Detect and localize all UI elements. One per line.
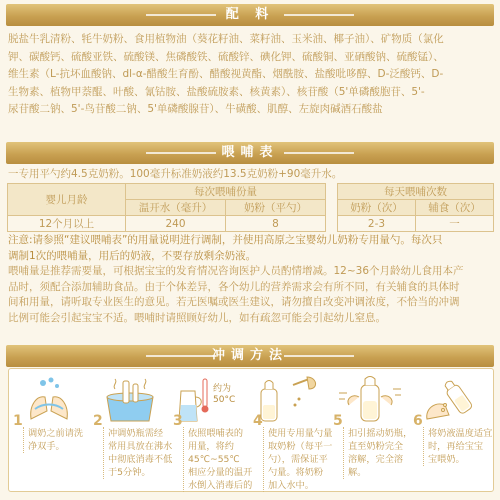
- ingredients-line: 钾、碳酸钙、硫酸亚铁、硫酸镁、焦磷酸铁、硫酸锌、碘化钾、硫酸铜、亚硒酸钠、硫酸锰）、: [8, 50, 444, 63]
- water-header: 温开水（毫升）: [126, 200, 226, 216]
- feeding-table: [7, 183, 494, 232]
- notice-line: 间和用量，请听取专业医生的意见。若无医嘱或医生建议，请勿擅自改变冲调浓度，不恰当的冲调: [8, 296, 460, 309]
- banner-ornament-right: [284, 152, 354, 154]
- feeding-notice: [8, 233, 494, 327]
- steps-banner: [6, 345, 494, 367]
- scoops-header: 奶粉（平勺）: [226, 200, 326, 216]
- step-2: [91, 373, 173, 489]
- hand-washing-icon: [13, 375, 87, 425]
- milk-cell: 2-3: [338, 216, 416, 232]
- step-text: [263, 427, 333, 492]
- feeding-title: 喂哺表: [221, 145, 279, 160]
- step-number: 4: [253, 413, 263, 429]
- amount-header: 每次喂哺份量: [126, 184, 326, 200]
- banner-ornament-left: [146, 152, 216, 154]
- step-text-line: 时，再给宝宝: [428, 441, 484, 452]
- step-text-line: 扣引摇动奶瓶，: [348, 428, 413, 439]
- steps-title: 冲调方法: [211, 348, 288, 363]
- preparation-steps: [8, 368, 494, 492]
- notice-line: 注意:请参照“建议喂哺表”的用量说明进行调制，并使用高原之宝婴幼儿奶粉专用量勺。每次只: [8, 234, 443, 246]
- shake-bottle-icon: [333, 375, 407, 425]
- step-text: [183, 427, 253, 492]
- step-text-line: 调奶之前请洗: [28, 428, 84, 439]
- table-gap: [326, 184, 338, 200]
- step-number: 3: [173, 413, 183, 429]
- step-text-line: 中彻底消毒不低: [108, 454, 173, 465]
- ingredients-line: 尿苷酸二钠、5'-鸟苷酸二钠、5'单磷酸腺苷）、牛磺酸、肌醇、左旋肉碱酒石酸盐: [8, 103, 383, 115]
- banner-ornament-left: [146, 355, 216, 357]
- ingredients-list: [8, 31, 494, 119]
- step-text-line: 加入水中。: [268, 480, 314, 491]
- step-text-line: 水倒入消毒后的: [188, 480, 253, 491]
- thermometer-kettle-icon: [173, 375, 247, 425]
- notice-line: 喂哺量是推荐需要量，可根据宝宝的发育情况咨询医护人员酌情增减。12~36个月龄幼儿食用本产: [8, 265, 464, 278]
- solid-cell: 一: [416, 216, 494, 232]
- step-number: 6: [413, 413, 423, 429]
- step-text-line: 解。: [348, 467, 367, 478]
- step-text: [23, 427, 87, 453]
- step-3: [171, 373, 253, 491]
- step-text: [423, 427, 493, 466]
- step-text-line: 依照喂哺表的: [188, 428, 244, 439]
- water-cell: 240: [126, 216, 226, 232]
- step-text-line: 相应分量的温开: [188, 467, 253, 478]
- ingredients-title: 配 料: [225, 7, 275, 22]
- sterilize-pot-icon: [93, 375, 167, 425]
- solid-header: 辅食（次）: [416, 200, 494, 216]
- step-text-line: 宝喂奶。: [428, 454, 465, 465]
- notice-line: 品时，须配合添加辅助食品。由于个体差异，各个幼儿的营养需求会有所不同，有关辅食的具体时: [8, 280, 460, 293]
- step-text: [343, 427, 413, 479]
- step-6: [411, 373, 493, 489]
- step-number: 2: [93, 413, 103, 429]
- notice-line: 调制1次的喂哺量，用后的奶液，不要存放剩余奶液。: [8, 249, 257, 262]
- milk-header: 奶粉（次）: [338, 200, 416, 216]
- table-gap: [326, 200, 338, 216]
- count-header: 每天喂哺次数: [338, 184, 494, 200]
- scoop-bottle-icon: [253, 375, 327, 425]
- step-text-line: 取奶粉（每平一: [268, 441, 333, 452]
- feeding-banner: [6, 142, 494, 164]
- step-1: [11, 373, 89, 489]
- age-cell: 12个月以上: [8, 216, 126, 232]
- step-text-line: 勺量。将奶粉: [268, 467, 324, 478]
- step-5: [331, 373, 413, 489]
- step-text-line: 常用具放在沸水: [108, 441, 173, 452]
- table-gap: [326, 216, 338, 232]
- step-4: [251, 373, 333, 491]
- ingredients-line: 维生素（L-抗坏血酸钠、dl-α-醋酸生育酚、醋酸视黄酯、烟酰胺、盐酸吡哆醇、D-泛酸钙、D-: [8, 68, 444, 80]
- ingredients-banner: [6, 4, 494, 26]
- ingredients-line: 脱盐牛乳清粉、牦牛奶粉、食用植物油（葵花籽油、菜籽油、玉米油、椰子油）、矿物质（氯化: [8, 33, 444, 45]
- banner-ornament-left: [146, 14, 216, 16]
- step-text-line: 用量，将约: [188, 441, 234, 452]
- feeding-note: 一专用平勺约4.5克奶粉。100毫升标准奶液约13.5克奶粉+90毫升水。: [8, 168, 343, 180]
- step-text-line: 将奶液温度适宜: [428, 428, 493, 439]
- temp-value: 50°C: [213, 395, 236, 405]
- step-text: [103, 427, 173, 479]
- step-text-line: 于5分钟。: [108, 467, 151, 478]
- banner-ornament-right: [284, 355, 354, 357]
- step-number: 1: [13, 413, 23, 429]
- age-header: 婴儿月龄: [8, 184, 126, 216]
- notice-line: 比例可能会引起宝宝不适。喂哺时请照顾好幼儿，如有疏忽可能会引起幼儿窒息。: [8, 311, 386, 324]
- ingredients-line: 生物素、植物甲萘醌、叶酸、氰钴胺、盐酸硫胺素、核黄素）、核苷酸（5'单磷酸胞苷、5'-: [8, 85, 425, 98]
- step-text-line: 净双手。: [28, 441, 65, 452]
- step-text-line: 勺），需保证平: [268, 454, 328, 465]
- step-text-line: 冲调奶瓶需经: [108, 428, 164, 439]
- step-text-line: 直至奶粉完全: [348, 441, 404, 452]
- step-text-line: 45℃~55℃: [188, 454, 240, 465]
- temp-label: 约为: [213, 384, 232, 394]
- scoops-cell: 8: [226, 216, 326, 232]
- step-number: 5: [333, 413, 343, 429]
- step-text-line: 使用专用量勺量: [268, 428, 333, 439]
- step-text-line: 溶解，完全溶: [348, 454, 404, 465]
- banner-ornament-right: [284, 14, 354, 16]
- test-temperature-icon: [413, 375, 487, 425]
